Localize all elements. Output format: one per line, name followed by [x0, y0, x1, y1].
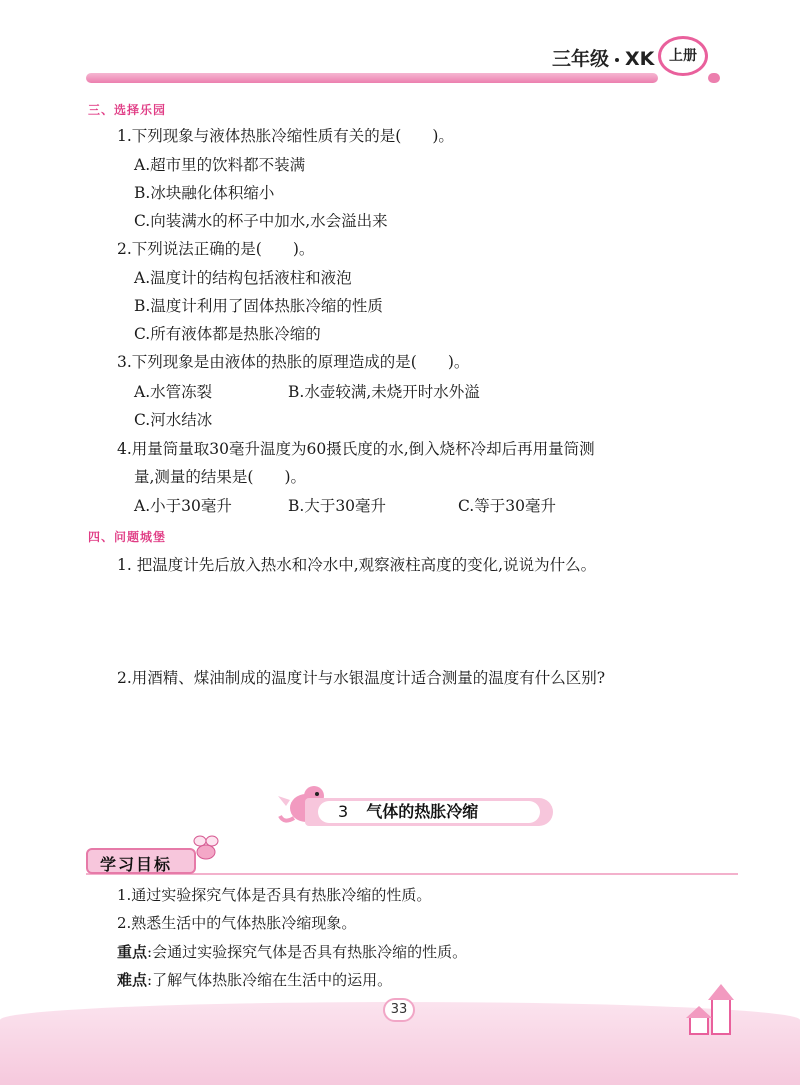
volume-badge: 上册: [658, 36, 708, 76]
grade-label: [552, 44, 654, 71]
chapter-name: 气体的热胀冷缩: [366, 802, 479, 821]
option-4c: C.等于30毫升: [458, 497, 556, 515]
goal-item-1: 1.通过实验探究气体是否具有热胀冷缩的性质。: [117, 886, 432, 904]
question-stem-4-cont: 量,测量的结果是( )。: [134, 468, 307, 486]
option-3a: A.水管冻裂: [134, 383, 213, 401]
separator-dot: [615, 58, 619, 62]
section-title-3: 三、选择乐园: [88, 103, 167, 117]
grade-text: 三年级: [552, 48, 610, 70]
option-3b: B.水壶较满,未烧开时水外溢: [288, 383, 480, 401]
option-2c: C.所有液体都是热胀冷缩的: [134, 325, 321, 343]
option-3c: C.河水结冰: [134, 411, 213, 429]
goal-item-2: 2.熟悉生活中的气体热胀冷缩现象。: [117, 914, 357, 932]
section-title-4: 四、问题城堡: [88, 530, 167, 544]
key-label: 重点: [117, 943, 148, 961]
option-2b: B.温度计利用了固体热胀冷缩的性质: [134, 297, 383, 315]
question-stem-3: 3.下列现象是由液体的热胀的原理造成的是( )。: [117, 353, 470, 371]
option-4b: B.大于30毫升: [288, 497, 387, 515]
option-1a: A.超市里的饮料都不装满: [134, 156, 306, 174]
goal-key-point: [117, 941, 467, 962]
option-4a: A.小于30毫升: [134, 497, 232, 515]
question-stem-2: 2.下列说法正确的是( )。: [117, 240, 315, 258]
chapter-title: [318, 801, 540, 823]
option-1b: B.冰块融化体积缩小: [134, 184, 275, 202]
goal-label: 学习目标: [100, 855, 173, 874]
bee-icon: [188, 830, 224, 866]
question-stem-1: 1.下列现象与液体热胀冷缩性质有关的是( )。: [117, 127, 454, 145]
option-2a: A.温度计的结构包括液柱和液泡: [134, 269, 352, 287]
header-divider: [86, 73, 658, 83]
header-divider-end: [708, 73, 720, 83]
goal-difficulty: [117, 969, 392, 990]
open-question-1: 1. 把温度计先后放入热水和冷水中,观察液柱高度的变化,说说为什么。: [117, 556, 597, 574]
question-stem-4: 4.用量筒量取30毫升温度为60摄氏度的水,倒入烧杯冷却后再用量筒测: [117, 440, 595, 458]
page-number: 33: [383, 998, 415, 1022]
difficulty-label: 难点: [117, 971, 148, 989]
chapter-number: 3: [338, 802, 349, 821]
option-1c: C.向装满水的杯子中加水,水会溢出来: [134, 212, 388, 230]
castle-tower-icon: [680, 980, 740, 1040]
key-text: :会通过实验探究气体是否具有热胀冷缩的性质。: [147, 943, 468, 961]
open-question-2: 2.用酒精、煤油制成的温度计与水银温度计适合测量的温度有什么区别?: [117, 669, 606, 687]
difficulty-text: :了解气体热胀冷缩在生活中的运用。: [147, 971, 393, 989]
edition-text: XK: [625, 48, 655, 70]
